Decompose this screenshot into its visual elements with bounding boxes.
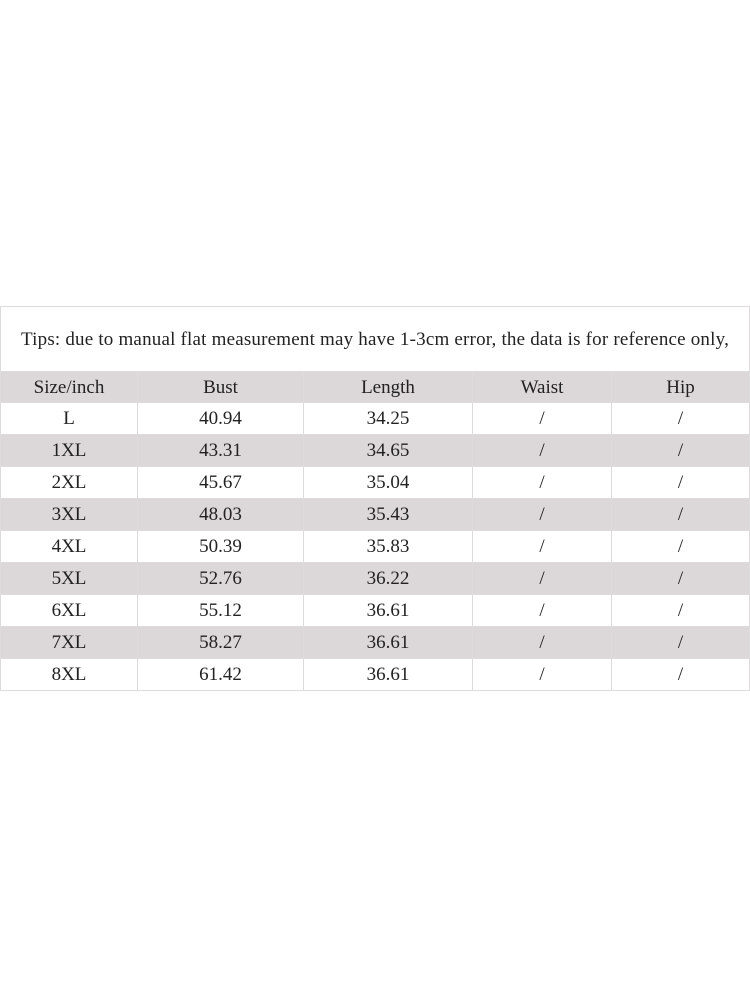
cell-length: 36.61	[304, 595, 473, 627]
cell-length: 35.83	[304, 531, 473, 563]
cell-waist: /	[473, 531, 612, 563]
header-bust: Bust	[138, 372, 304, 403]
cell-bust: 40.94	[138, 403, 304, 435]
cell-size: 7XL	[1, 627, 138, 659]
tips-text: Tips: due to manual flat measurement may have 1-3cm error, the data is for reference only,	[1, 307, 750, 372]
cell-hip: /	[612, 435, 750, 467]
header-length: Length	[304, 372, 473, 403]
cell-waist: /	[473, 563, 612, 595]
cell-length: 36.61	[304, 627, 473, 659]
cell-size: 6XL	[1, 595, 138, 627]
cell-length: 34.25	[304, 403, 473, 435]
cell-length: 36.22	[304, 563, 473, 595]
cell-waist: /	[473, 627, 612, 659]
size-chart-table	[0, 306, 750, 691]
cell-size: 4XL	[1, 531, 138, 563]
header-size: Size/inch	[1, 372, 138, 403]
cell-length: 34.65	[304, 435, 473, 467]
cell-bust: 48.03	[138, 499, 304, 531]
cell-size: 2XL	[1, 467, 138, 499]
cell-hip: /	[612, 467, 750, 499]
cell-hip: /	[612, 659, 750, 691]
cell-bust: 45.67	[138, 467, 304, 499]
header-hip: Hip	[612, 372, 750, 403]
cell-hip: /	[612, 531, 750, 563]
table-row	[1, 435, 750, 467]
cell-bust: 43.31	[138, 435, 304, 467]
cell-bust: 55.12	[138, 595, 304, 627]
cell-waist: /	[473, 659, 612, 691]
cell-length: 35.43	[304, 499, 473, 531]
table-row	[1, 531, 750, 563]
cell-size: 1XL	[1, 435, 138, 467]
cell-bust: 50.39	[138, 531, 304, 563]
table-row	[1, 403, 750, 435]
cell-size: L	[1, 403, 138, 435]
cell-waist: /	[473, 435, 612, 467]
table-row	[1, 659, 750, 691]
cell-size: 5XL	[1, 563, 138, 595]
table-row	[1, 627, 750, 659]
cell-length: 35.04	[304, 467, 473, 499]
cell-length: 36.61	[304, 659, 473, 691]
table-row	[1, 499, 750, 531]
cell-bust: 52.76	[138, 563, 304, 595]
cell-waist: /	[473, 595, 612, 627]
table-row	[1, 467, 750, 499]
cell-bust: 61.42	[138, 659, 304, 691]
table-row	[1, 595, 750, 627]
header-waist: Waist	[473, 372, 612, 403]
cell-size: 8XL	[1, 659, 138, 691]
tips-row	[1, 307, 750, 372]
cell-hip: /	[612, 595, 750, 627]
table-row	[1, 563, 750, 595]
cell-waist: /	[473, 499, 612, 531]
cell-hip: /	[612, 499, 750, 531]
cell-bust: 58.27	[138, 627, 304, 659]
cell-hip: /	[612, 403, 750, 435]
header-row	[1, 372, 750, 403]
cell-waist: /	[473, 467, 612, 499]
cell-hip: /	[612, 627, 750, 659]
cell-waist: /	[473, 403, 612, 435]
cell-size: 3XL	[1, 499, 138, 531]
cell-hip: /	[612, 563, 750, 595]
